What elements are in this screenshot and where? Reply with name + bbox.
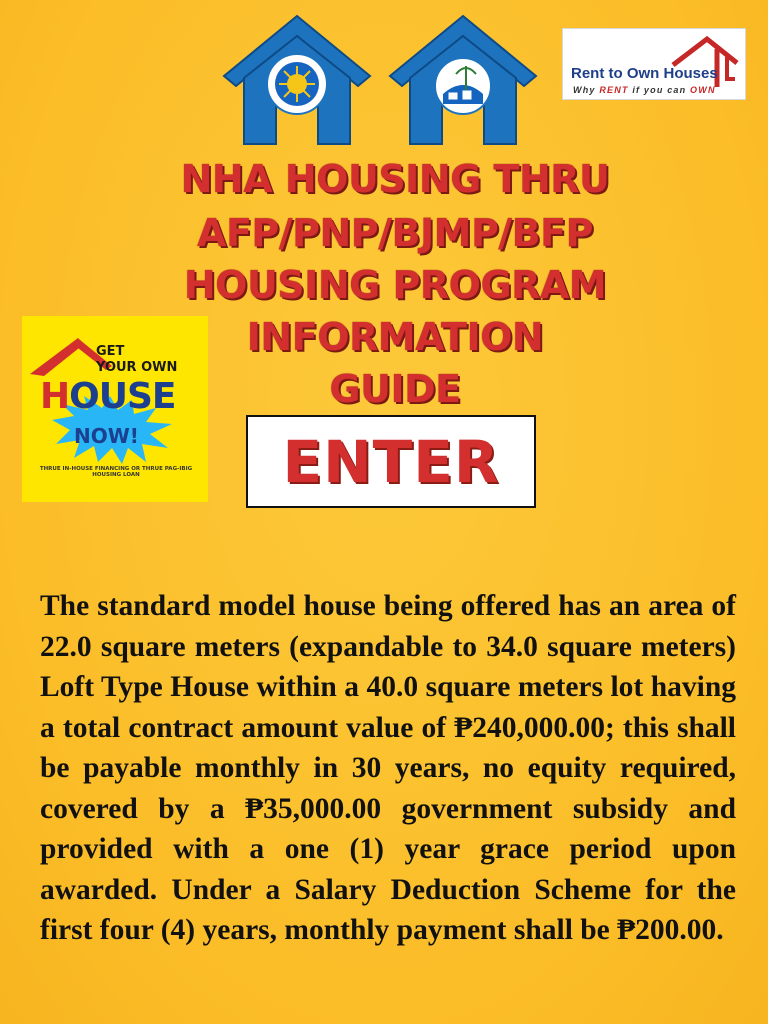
headline-line-5: GUIDE	[329, 367, 461, 411]
enter-button[interactable]	[246, 415, 536, 508]
promo-house: HOUSE	[40, 376, 176, 417]
house-nha-logo-right-icon	[388, 14, 538, 146]
rent-to-own-logo[interactable]	[562, 28, 746, 100]
get-your-own-house-banner	[22, 316, 208, 502]
promo-your-own: YOUR OWN	[96, 360, 178, 375]
enter-button-label: ENTER	[282, 427, 500, 496]
headline-line-1: NHA HOUSING THRU	[180, 157, 610, 201]
headline-line-3: HOUSING PROGRAM	[183, 263, 607, 307]
promo-get: GET	[96, 344, 125, 359]
promo-footer: THRUE IN-HOUSE FINANCING OR THRUE PAG-IBIG HOUSING LOAN	[39, 466, 193, 479]
logo-title: Rent to Own Houses	[571, 65, 718, 82]
program-description: The standard model house being offered has an area of 22.0 square meters (expandable to 34.0 square meters) Loft Type House within a 40.0 square meters lot having a total contract amount value of ₱240,000.00; this shall be payable monthly in 30 years, no equity required, covered by a ₱35,000.00 government subsidy and provided with a one (1) year grace period upon awarded. Under a Salary Deduction Scheme for the first four (4) years, monthly payment shall be ₱200.00.	[40, 590, 736, 946]
headline-line-2: AFP/PNP/BJMP/BFP	[197, 211, 593, 255]
logo-tagline: Why RENT if you can OWN	[573, 85, 716, 95]
house-seal-left-icon	[222, 14, 372, 146]
promo-now: NOW!	[74, 424, 139, 448]
headline-line-4: INFORMATION	[246, 315, 544, 359]
